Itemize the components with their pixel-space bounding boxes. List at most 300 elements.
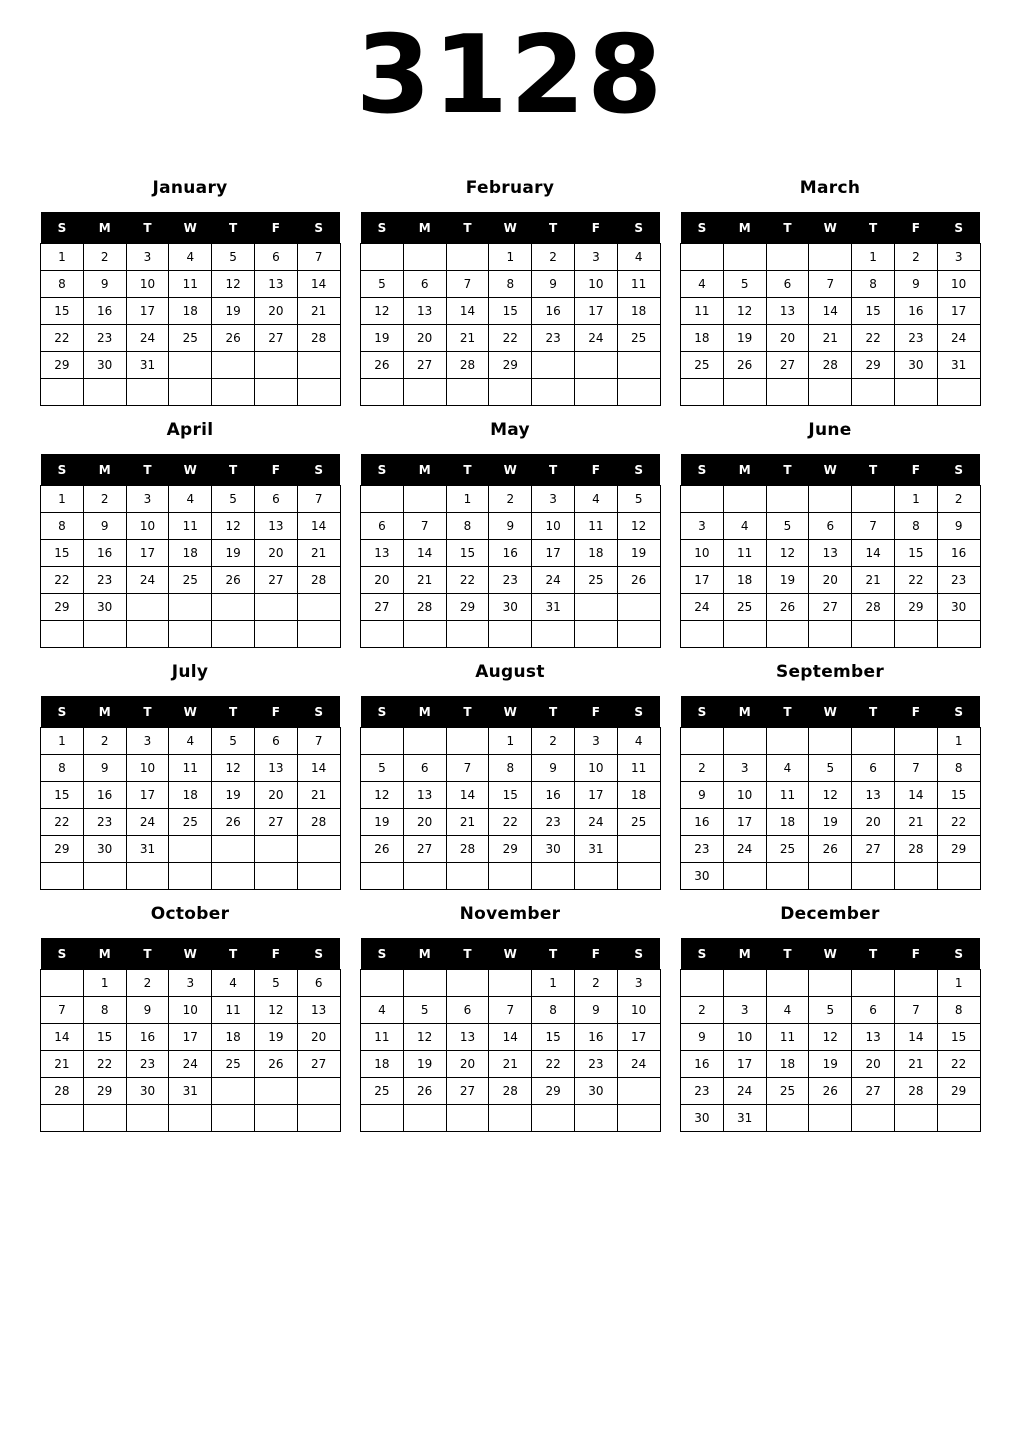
day-cell[interactable]: 1 bbox=[41, 728, 84, 755]
day-cell[interactable]: 19 bbox=[809, 1051, 852, 1078]
day-cell[interactable]: 25 bbox=[617, 325, 660, 352]
day-cell[interactable]: 29 bbox=[532, 1078, 575, 1105]
day-cell[interactable]: 10 bbox=[532, 513, 575, 540]
day-cell[interactable]: 21 bbox=[297, 540, 340, 567]
day-cell[interactable]: 8 bbox=[41, 271, 84, 298]
day-cell[interactable]: 21 bbox=[446, 809, 489, 836]
day-cell[interactable]: 4 bbox=[212, 970, 255, 997]
day-cell[interactable]: 26 bbox=[403, 1078, 446, 1105]
day-cell[interactable]: 24 bbox=[681, 594, 724, 621]
day-cell[interactable]: 11 bbox=[169, 513, 212, 540]
day-cell[interactable]: 19 bbox=[212, 540, 255, 567]
day-cell[interactable]: 1 bbox=[894, 486, 937, 513]
day-cell[interactable]: 13 bbox=[254, 513, 297, 540]
day-cell[interactable]: 3 bbox=[574, 244, 617, 271]
day-cell[interactable]: 7 bbox=[297, 728, 340, 755]
day-cell[interactable]: 22 bbox=[41, 809, 84, 836]
day-cell[interactable]: 23 bbox=[574, 1051, 617, 1078]
day-cell[interactable]: 22 bbox=[937, 809, 980, 836]
day-cell[interactable]: 30 bbox=[681, 863, 724, 890]
day-cell[interactable]: 14 bbox=[41, 1024, 84, 1051]
day-cell[interactable]: 5 bbox=[361, 755, 404, 782]
day-cell[interactable]: 1 bbox=[937, 970, 980, 997]
day-cell[interactable]: 8 bbox=[41, 513, 84, 540]
day-cell[interactable]: 12 bbox=[212, 271, 255, 298]
day-cell[interactable]: 21 bbox=[489, 1051, 532, 1078]
day-cell[interactable]: 3 bbox=[937, 244, 980, 271]
day-cell[interactable]: 7 bbox=[809, 271, 852, 298]
day-cell[interactable]: 22 bbox=[83, 1051, 126, 1078]
day-cell[interactable]: 26 bbox=[361, 352, 404, 379]
day-cell[interactable]: 15 bbox=[532, 1024, 575, 1051]
day-cell[interactable]: 22 bbox=[489, 325, 532, 352]
day-cell[interactable]: 19 bbox=[361, 325, 404, 352]
day-cell[interactable]: 20 bbox=[446, 1051, 489, 1078]
day-cell[interactable]: 11 bbox=[617, 271, 660, 298]
day-cell[interactable]: 9 bbox=[83, 271, 126, 298]
day-cell[interactable]: 3 bbox=[126, 728, 169, 755]
day-cell[interactable]: 16 bbox=[489, 540, 532, 567]
day-cell[interactable]: 20 bbox=[403, 809, 446, 836]
day-cell[interactable]: 6 bbox=[852, 997, 895, 1024]
day-cell[interactable]: 8 bbox=[83, 997, 126, 1024]
day-cell[interactable]: 11 bbox=[212, 997, 255, 1024]
day-cell[interactable]: 15 bbox=[937, 1024, 980, 1051]
day-cell[interactable]: 20 bbox=[254, 298, 297, 325]
day-cell[interactable]: 15 bbox=[83, 1024, 126, 1051]
day-cell[interactable]: 17 bbox=[532, 540, 575, 567]
day-cell[interactable]: 19 bbox=[809, 809, 852, 836]
day-cell[interactable]: 2 bbox=[126, 970, 169, 997]
day-cell[interactable]: 18 bbox=[574, 540, 617, 567]
day-cell[interactable]: 26 bbox=[212, 567, 255, 594]
day-cell[interactable]: 19 bbox=[723, 325, 766, 352]
day-cell[interactable]: 15 bbox=[489, 298, 532, 325]
day-cell[interactable]: 6 bbox=[852, 755, 895, 782]
day-cell[interactable]: 24 bbox=[723, 836, 766, 863]
day-cell[interactable]: 11 bbox=[574, 513, 617, 540]
day-cell[interactable]: 2 bbox=[83, 486, 126, 513]
day-cell[interactable]: 25 bbox=[169, 325, 212, 352]
day-cell[interactable]: 2 bbox=[489, 486, 532, 513]
day-cell[interactable]: 24 bbox=[532, 567, 575, 594]
day-cell[interactable]: 16 bbox=[574, 1024, 617, 1051]
day-cell[interactable]: 22 bbox=[41, 567, 84, 594]
day-cell[interactable]: 2 bbox=[574, 970, 617, 997]
day-cell[interactable]: 7 bbox=[297, 486, 340, 513]
day-cell[interactable]: 10 bbox=[574, 755, 617, 782]
day-cell[interactable]: 8 bbox=[532, 997, 575, 1024]
day-cell[interactable]: 24 bbox=[723, 1078, 766, 1105]
day-cell[interactable]: 28 bbox=[894, 836, 937, 863]
day-cell[interactable]: 15 bbox=[41, 298, 84, 325]
day-cell[interactable]: 15 bbox=[446, 540, 489, 567]
day-cell[interactable]: 11 bbox=[766, 1024, 809, 1051]
day-cell[interactable]: 23 bbox=[532, 809, 575, 836]
day-cell[interactable]: 3 bbox=[126, 244, 169, 271]
day-cell[interactable]: 6 bbox=[254, 728, 297, 755]
day-cell[interactable]: 21 bbox=[297, 782, 340, 809]
day-cell[interactable]: 1 bbox=[489, 244, 532, 271]
day-cell[interactable]: 6 bbox=[766, 271, 809, 298]
day-cell[interactable]: 1 bbox=[852, 244, 895, 271]
day-cell[interactable]: 10 bbox=[617, 997, 660, 1024]
day-cell[interactable]: 31 bbox=[169, 1078, 212, 1105]
day-cell[interactable]: 24 bbox=[574, 325, 617, 352]
day-cell[interactable]: 11 bbox=[169, 755, 212, 782]
day-cell[interactable]: 31 bbox=[126, 836, 169, 863]
day-cell[interactable]: 15 bbox=[489, 782, 532, 809]
day-cell[interactable]: 31 bbox=[532, 594, 575, 621]
day-cell[interactable]: 30 bbox=[83, 594, 126, 621]
day-cell[interactable]: 26 bbox=[617, 567, 660, 594]
day-cell[interactable]: 26 bbox=[809, 836, 852, 863]
day-cell[interactable]: 2 bbox=[937, 486, 980, 513]
day-cell[interactable]: 19 bbox=[254, 1024, 297, 1051]
day-cell[interactable]: 15 bbox=[937, 782, 980, 809]
day-cell[interactable]: 16 bbox=[532, 782, 575, 809]
day-cell[interactable]: 16 bbox=[681, 809, 724, 836]
day-cell[interactable]: 29 bbox=[41, 594, 84, 621]
day-cell[interactable]: 30 bbox=[489, 594, 532, 621]
day-cell[interactable]: 17 bbox=[126, 540, 169, 567]
day-cell[interactable]: 26 bbox=[254, 1051, 297, 1078]
day-cell[interactable]: 19 bbox=[212, 298, 255, 325]
day-cell[interactable]: 14 bbox=[297, 513, 340, 540]
day-cell[interactable]: 5 bbox=[212, 728, 255, 755]
day-cell[interactable]: 12 bbox=[766, 540, 809, 567]
day-cell[interactable]: 29 bbox=[446, 594, 489, 621]
day-cell[interactable]: 24 bbox=[937, 325, 980, 352]
day-cell[interactable]: 26 bbox=[809, 1078, 852, 1105]
day-cell[interactable]: 6 bbox=[297, 970, 340, 997]
day-cell[interactable]: 22 bbox=[446, 567, 489, 594]
day-cell[interactable]: 13 bbox=[254, 271, 297, 298]
day-cell[interactable]: 16 bbox=[83, 782, 126, 809]
day-cell[interactable]: 4 bbox=[723, 513, 766, 540]
day-cell[interactable]: 5 bbox=[403, 997, 446, 1024]
day-cell[interactable]: 26 bbox=[361, 836, 404, 863]
day-cell[interactable]: 17 bbox=[723, 1051, 766, 1078]
day-cell[interactable]: 5 bbox=[617, 486, 660, 513]
day-cell[interactable]: 25 bbox=[169, 567, 212, 594]
day-cell[interactable]: 23 bbox=[83, 809, 126, 836]
day-cell[interactable]: 19 bbox=[361, 809, 404, 836]
day-cell[interactable]: 8 bbox=[852, 271, 895, 298]
day-cell[interactable]: 13 bbox=[361, 540, 404, 567]
day-cell[interactable]: 25 bbox=[723, 594, 766, 621]
day-cell[interactable]: 5 bbox=[723, 271, 766, 298]
day-cell[interactable]: 29 bbox=[41, 352, 84, 379]
day-cell[interactable]: 2 bbox=[681, 997, 724, 1024]
day-cell[interactable]: 28 bbox=[297, 325, 340, 352]
day-cell[interactable]: 7 bbox=[446, 271, 489, 298]
day-cell[interactable]: 10 bbox=[126, 513, 169, 540]
day-cell[interactable]: 24 bbox=[617, 1051, 660, 1078]
day-cell[interactable]: 30 bbox=[126, 1078, 169, 1105]
day-cell[interactable]: 27 bbox=[852, 1078, 895, 1105]
day-cell[interactable]: 19 bbox=[617, 540, 660, 567]
day-cell[interactable]: 13 bbox=[446, 1024, 489, 1051]
day-cell[interactable]: 12 bbox=[361, 782, 404, 809]
day-cell[interactable]: 6 bbox=[254, 486, 297, 513]
day-cell[interactable]: 30 bbox=[83, 836, 126, 863]
day-cell[interactable]: 8 bbox=[446, 513, 489, 540]
day-cell[interactable]: 7 bbox=[894, 755, 937, 782]
day-cell[interactable]: 28 bbox=[489, 1078, 532, 1105]
day-cell[interactable]: 29 bbox=[852, 352, 895, 379]
day-cell[interactable]: 2 bbox=[894, 244, 937, 271]
day-cell[interactable]: 2 bbox=[681, 755, 724, 782]
day-cell[interactable]: 9 bbox=[83, 513, 126, 540]
day-cell[interactable]: 25 bbox=[574, 567, 617, 594]
day-cell[interactable]: 9 bbox=[937, 513, 980, 540]
day-cell[interactable]: 29 bbox=[937, 836, 980, 863]
day-cell[interactable]: 27 bbox=[254, 809, 297, 836]
day-cell[interactable]: 9 bbox=[532, 271, 575, 298]
day-cell[interactable]: 25 bbox=[766, 1078, 809, 1105]
day-cell[interactable]: 18 bbox=[766, 1051, 809, 1078]
day-cell[interactable]: 16 bbox=[83, 298, 126, 325]
day-cell[interactable]: 6 bbox=[403, 755, 446, 782]
day-cell[interactable]: 12 bbox=[212, 513, 255, 540]
day-cell[interactable]: 28 bbox=[894, 1078, 937, 1105]
day-cell[interactable]: 5 bbox=[254, 970, 297, 997]
day-cell[interactable]: 10 bbox=[723, 782, 766, 809]
day-cell[interactable]: 14 bbox=[297, 755, 340, 782]
day-cell[interactable]: 15 bbox=[41, 782, 84, 809]
day-cell[interactable]: 3 bbox=[574, 728, 617, 755]
day-cell[interactable]: 31 bbox=[126, 352, 169, 379]
day-cell[interactable]: 24 bbox=[169, 1051, 212, 1078]
day-cell[interactable]: 4 bbox=[617, 728, 660, 755]
day-cell[interactable]: 25 bbox=[169, 809, 212, 836]
day-cell[interactable]: 20 bbox=[361, 567, 404, 594]
day-cell[interactable]: 19 bbox=[766, 567, 809, 594]
day-cell[interactable]: 27 bbox=[254, 567, 297, 594]
day-cell[interactable]: 23 bbox=[681, 836, 724, 863]
day-cell[interactable]: 6 bbox=[446, 997, 489, 1024]
day-cell[interactable]: 12 bbox=[254, 997, 297, 1024]
day-cell[interactable]: 1 bbox=[41, 486, 84, 513]
day-cell[interactable]: 22 bbox=[41, 325, 84, 352]
day-cell[interactable]: 13 bbox=[852, 1024, 895, 1051]
day-cell[interactable]: 13 bbox=[809, 540, 852, 567]
day-cell[interactable]: 27 bbox=[403, 836, 446, 863]
day-cell[interactable]: 8 bbox=[489, 271, 532, 298]
day-cell[interactable]: 18 bbox=[617, 782, 660, 809]
day-cell[interactable]: 5 bbox=[809, 997, 852, 1024]
day-cell[interactable]: 27 bbox=[403, 352, 446, 379]
day-cell[interactable]: 25 bbox=[766, 836, 809, 863]
day-cell[interactable]: 21 bbox=[852, 567, 895, 594]
day-cell[interactable]: 16 bbox=[937, 540, 980, 567]
day-cell[interactable]: 5 bbox=[766, 513, 809, 540]
day-cell[interactable]: 18 bbox=[766, 809, 809, 836]
day-cell[interactable]: 25 bbox=[361, 1078, 404, 1105]
day-cell[interactable]: 22 bbox=[852, 325, 895, 352]
day-cell[interactable]: 17 bbox=[126, 298, 169, 325]
day-cell[interactable]: 2 bbox=[532, 728, 575, 755]
day-cell[interactable]: 16 bbox=[83, 540, 126, 567]
day-cell[interactable]: 17 bbox=[723, 809, 766, 836]
day-cell[interactable]: 27 bbox=[809, 594, 852, 621]
day-cell[interactable]: 27 bbox=[446, 1078, 489, 1105]
day-cell[interactable]: 16 bbox=[681, 1051, 724, 1078]
day-cell[interactable]: 25 bbox=[212, 1051, 255, 1078]
day-cell[interactable]: 14 bbox=[894, 1024, 937, 1051]
day-cell[interactable]: 24 bbox=[126, 567, 169, 594]
day-cell[interactable]: 13 bbox=[254, 755, 297, 782]
day-cell[interactable]: 28 bbox=[297, 809, 340, 836]
day-cell[interactable]: 26 bbox=[212, 325, 255, 352]
day-cell[interactable]: 23 bbox=[126, 1051, 169, 1078]
day-cell[interactable]: 12 bbox=[212, 755, 255, 782]
day-cell[interactable]: 8 bbox=[41, 755, 84, 782]
day-cell[interactable]: 2 bbox=[83, 244, 126, 271]
day-cell[interactable]: 18 bbox=[617, 298, 660, 325]
day-cell[interactable]: 25 bbox=[617, 809, 660, 836]
day-cell[interactable]: 30 bbox=[574, 1078, 617, 1105]
day-cell[interactable]: 9 bbox=[126, 997, 169, 1024]
day-cell[interactable]: 29 bbox=[937, 1078, 980, 1105]
day-cell[interactable]: 15 bbox=[852, 298, 895, 325]
day-cell[interactable]: 20 bbox=[852, 809, 895, 836]
day-cell[interactable]: 10 bbox=[574, 271, 617, 298]
day-cell[interactable]: 28 bbox=[809, 352, 852, 379]
day-cell[interactable]: 21 bbox=[894, 1051, 937, 1078]
day-cell[interactable]: 27 bbox=[766, 352, 809, 379]
day-cell[interactable]: 22 bbox=[489, 809, 532, 836]
day-cell[interactable]: 11 bbox=[681, 298, 724, 325]
day-cell[interactable]: 14 bbox=[489, 1024, 532, 1051]
day-cell[interactable]: 31 bbox=[937, 352, 980, 379]
day-cell[interactable]: 3 bbox=[169, 970, 212, 997]
day-cell[interactable]: 20 bbox=[766, 325, 809, 352]
day-cell[interactable]: 30 bbox=[937, 594, 980, 621]
day-cell[interactable]: 11 bbox=[617, 755, 660, 782]
day-cell[interactable]: 7 bbox=[489, 997, 532, 1024]
day-cell[interactable]: 8 bbox=[937, 755, 980, 782]
day-cell[interactable]: 28 bbox=[852, 594, 895, 621]
day-cell[interactable]: 17 bbox=[574, 298, 617, 325]
day-cell[interactable]: 3 bbox=[617, 970, 660, 997]
day-cell[interactable]: 11 bbox=[169, 271, 212, 298]
day-cell[interactable]: 25 bbox=[681, 352, 724, 379]
day-cell[interactable]: 6 bbox=[403, 271, 446, 298]
day-cell[interactable]: 29 bbox=[489, 836, 532, 863]
day-cell[interactable]: 12 bbox=[809, 1024, 852, 1051]
day-cell[interactable]: 21 bbox=[297, 298, 340, 325]
day-cell[interactable]: 9 bbox=[681, 782, 724, 809]
day-cell[interactable]: 1 bbox=[446, 486, 489, 513]
day-cell[interactable]: 21 bbox=[403, 567, 446, 594]
day-cell[interactable]: 4 bbox=[617, 244, 660, 271]
day-cell[interactable]: 13 bbox=[403, 782, 446, 809]
day-cell[interactable]: 5 bbox=[809, 755, 852, 782]
day-cell[interactable]: 5 bbox=[212, 486, 255, 513]
day-cell[interactable]: 16 bbox=[894, 298, 937, 325]
day-cell[interactable]: 13 bbox=[403, 298, 446, 325]
day-cell[interactable]: 24 bbox=[574, 809, 617, 836]
day-cell[interactable]: 27 bbox=[852, 836, 895, 863]
day-cell[interactable]: 26 bbox=[212, 809, 255, 836]
day-cell[interactable]: 26 bbox=[723, 352, 766, 379]
day-cell[interactable]: 4 bbox=[169, 486, 212, 513]
day-cell[interactable]: 10 bbox=[937, 271, 980, 298]
day-cell[interactable]: 28 bbox=[446, 836, 489, 863]
day-cell[interactable]: 5 bbox=[212, 244, 255, 271]
day-cell[interactable]: 7 bbox=[297, 244, 340, 271]
day-cell[interactable]: 11 bbox=[766, 782, 809, 809]
day-cell[interactable]: 12 bbox=[723, 298, 766, 325]
day-cell[interactable]: 7 bbox=[894, 997, 937, 1024]
day-cell[interactable]: 4 bbox=[574, 486, 617, 513]
day-cell[interactable]: 7 bbox=[403, 513, 446, 540]
day-cell[interactable]: 16 bbox=[126, 1024, 169, 1051]
day-cell[interactable]: 1 bbox=[489, 728, 532, 755]
day-cell[interactable]: 31 bbox=[723, 1105, 766, 1132]
day-cell[interactable]: 15 bbox=[894, 540, 937, 567]
day-cell[interactable]: 20 bbox=[852, 1051, 895, 1078]
day-cell[interactable]: 10 bbox=[126, 755, 169, 782]
day-cell[interactable]: 3 bbox=[681, 513, 724, 540]
day-cell[interactable]: 9 bbox=[489, 513, 532, 540]
day-cell[interactable]: 28 bbox=[403, 594, 446, 621]
day-cell[interactable]: 30 bbox=[83, 352, 126, 379]
day-cell[interactable]: 18 bbox=[169, 298, 212, 325]
day-cell[interactable]: 9 bbox=[894, 271, 937, 298]
day-cell[interactable]: 16 bbox=[532, 298, 575, 325]
day-cell[interactable]: 6 bbox=[361, 513, 404, 540]
day-cell[interactable]: 10 bbox=[723, 1024, 766, 1051]
day-cell[interactable]: 18 bbox=[169, 540, 212, 567]
day-cell[interactable]: 22 bbox=[937, 1051, 980, 1078]
day-cell[interactable]: 8 bbox=[894, 513, 937, 540]
day-cell[interactable]: 29 bbox=[894, 594, 937, 621]
day-cell[interactable]: 20 bbox=[403, 325, 446, 352]
day-cell[interactable]: 18 bbox=[212, 1024, 255, 1051]
day-cell[interactable]: 18 bbox=[361, 1051, 404, 1078]
day-cell[interactable]: 28 bbox=[446, 352, 489, 379]
day-cell[interactable]: 4 bbox=[766, 997, 809, 1024]
day-cell[interactable]: 11 bbox=[723, 540, 766, 567]
day-cell[interactable]: 27 bbox=[361, 594, 404, 621]
day-cell[interactable]: 24 bbox=[126, 325, 169, 352]
day-cell[interactable]: 23 bbox=[894, 325, 937, 352]
day-cell[interactable]: 3 bbox=[723, 755, 766, 782]
day-cell[interactable]: 23 bbox=[532, 325, 575, 352]
day-cell[interactable]: 21 bbox=[809, 325, 852, 352]
day-cell[interactable]: 14 bbox=[446, 782, 489, 809]
day-cell[interactable]: 18 bbox=[169, 782, 212, 809]
day-cell[interactable]: 14 bbox=[809, 298, 852, 325]
day-cell[interactable]: 17 bbox=[574, 782, 617, 809]
day-cell[interactable]: 20 bbox=[809, 567, 852, 594]
day-cell[interactable]: 21 bbox=[446, 325, 489, 352]
day-cell[interactable]: 17 bbox=[169, 1024, 212, 1051]
day-cell[interactable]: 27 bbox=[254, 325, 297, 352]
day-cell[interactable]: 12 bbox=[403, 1024, 446, 1051]
day-cell[interactable]: 29 bbox=[41, 836, 84, 863]
day-cell[interactable]: 21 bbox=[41, 1051, 84, 1078]
day-cell[interactable]: 4 bbox=[361, 997, 404, 1024]
day-cell[interactable]: 20 bbox=[254, 782, 297, 809]
day-cell[interactable]: 14 bbox=[446, 298, 489, 325]
day-cell[interactable]: 13 bbox=[852, 782, 895, 809]
day-cell[interactable]: 17 bbox=[937, 298, 980, 325]
day-cell[interactable]: 7 bbox=[446, 755, 489, 782]
